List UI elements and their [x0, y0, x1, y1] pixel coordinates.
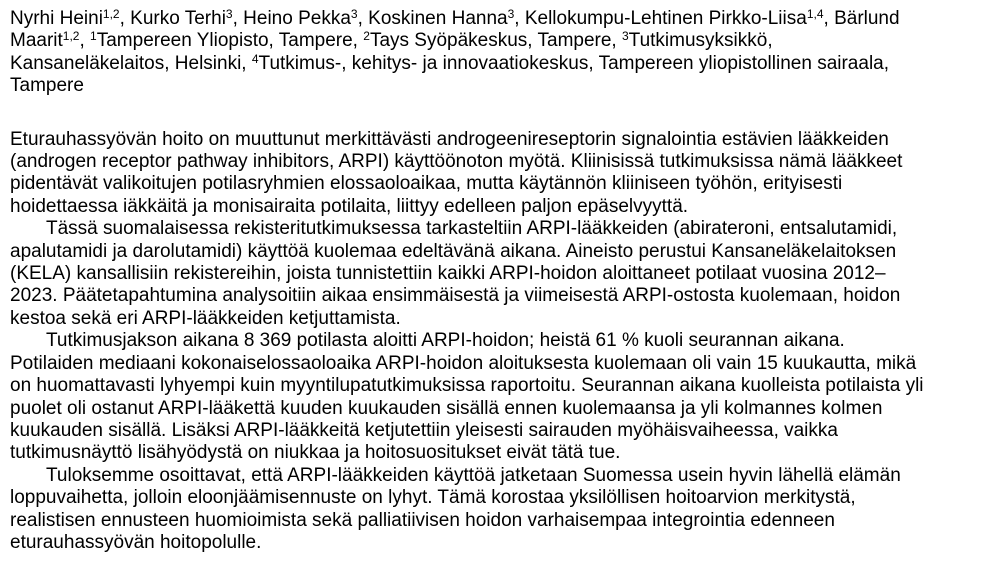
author-text-segment: Tutkimusyksikkö, [628, 30, 773, 52]
text-line: Tässä suomalaisessa rekisteritutkimuksessa tarkasteltiin ARPI-lääkkeiden (abirateroni, entsalutamidi, [46, 218, 898, 240]
text-line: loppuvaihetta, jolloin eloonjäämisennuste on lyhyt. Tämä korostaa yksilöllisen hoitoarvion merkitystä, [10, 487, 856, 509]
author-text-segment: Kansaneläkelaitos, Helsinki, [10, 52, 252, 74]
affiliation-superscript: 3 [507, 7, 515, 21]
author-text-line [10, 30, 997, 52]
text-line: Tuloksemme osoittavat, että ARPI-lääkkeiden käyttöä jatketaan Suomessa usein hyvin lähellä elämän [46, 464, 901, 486]
text-line: tutkimusnäyttö lisähyödystä on niukkaa ja hoitosuositukset eivät tätä tue. [10, 442, 621, 464]
author-text-line [10, 8, 997, 30]
author-affiliation-block [10, 8, 997, 98]
author-text-segment: Tutkimus-, kehitys- ja innovaatiokeskus, Tampereen yliopistollinen sairaala, [258, 52, 890, 74]
text-line: Tutkimusjakson aikana 8 369 potilasta aloitti ARPI-hoidon; heistä 61 % kuoli seurannan aikana. [46, 330, 845, 352]
text-line: Eturauhassyövän hoito on muuttunut merkittävästi androgeenireseptorin signalointia estävien lääkkeiden [10, 128, 889, 150]
text-line: pidentävät valikoitujen potilasryhmien elossaoloaikaa, mutta käytännön kliiniseen työhön, erityisesti [10, 173, 843, 195]
affiliation-superscript: 1,2 [102, 7, 120, 21]
author-text-segment: , [79, 30, 91, 52]
text-line: kuukauden sisällä. Lisäksi ARPI-lääkkeitä ketjutettiin yleisesti sairauden myöhäisvaiheessa, vaikka [10, 419, 838, 441]
author-text-segment: Nyrhi Heini [10, 8, 103, 29]
affiliation-superscript: 3 [350, 7, 358, 21]
author-text-segment: , Koskinen Hanna [357, 8, 508, 29]
author-text-segment: Tampereen Yliopisto, Tampere, [96, 30, 364, 52]
paragraph [10, 218, 997, 330]
affiliation-superscript: 1,4 [806, 7, 824, 21]
affiliation-superscript: 3 [621, 29, 629, 44]
abstract-body [10, 129, 997, 555]
author-text-segment: , Heino Pekka [232, 8, 351, 29]
paragraph [10, 465, 997, 555]
author-text-segment: , Bärlund [823, 8, 900, 29]
author-text-segment: , Kellokumpu-Lehtinen Pirkko-Liisa [514, 8, 807, 29]
author-text-segment: Tampere [10, 75, 84, 97]
text-line: realistisen ennusteen huomioimista sekä palliatiivisen hoidon varhaisempaa integrointia edenneen [10, 509, 835, 531]
text-line: kestoa sekä eri ARPI-lääkkeiden ketjuttamista. [10, 307, 401, 329]
author-text-line [10, 53, 997, 75]
author-text-segment: , Kurko Terhi [119, 8, 226, 29]
text-line: Potilaiden mediaani kokonaiselossaoloaika ARPI-hoidon aloituksesta kuolemaan oli vain 15 kuukautta, mikä [10, 352, 917, 374]
affiliation-superscript: 1,2 [62, 29, 80, 44]
affiliation-superscript: 1 [90, 29, 97, 44]
paragraph [10, 330, 997, 464]
affiliation-superscript: 2 [363, 29, 370, 44]
text-line: apalutamidi ja darolutamidi) käyttöä kuolemaa edeltävänä aikana. Aineisto perustui Kansaneläkelaitoksen [10, 240, 897, 262]
author-text-segment: Maarit [10, 30, 63, 52]
text-line: 2023. Päätetapahtumina analysoitiin aikaa ensimmäisestä ja viimeisestä ARPI-ostosta kuolemaan, hoidon [10, 285, 901, 307]
author-text-line [10, 75, 997, 97]
text-line: hoidettaessa iäkkäitä ja monisairaita potilaita, liittyy edelleen paljon epäselvyyttä. [10, 195, 689, 217]
author-text-segment: Tays Syöpäkeskus, Tampere, [369, 30, 622, 52]
text-line: (KELA) kansallisiin rekistereihin, joista tunnistettiin kaikki ARPI-hoidon aloittaneet potilaat vuosina 2012– [10, 263, 886, 285]
text-line: eturauhassyövän hoitopolulle. [10, 531, 262, 553]
text-line: on huomattavasti lyhyempi kuin myyntilupatutkimuksissa raportoitu. Seurannan aikana kuolleista potilaista yli [10, 375, 924, 397]
affiliation-superscript: 4 [251, 51, 259, 66]
affiliation-superscript: 3 [225, 7, 233, 21]
paragraph [10, 129, 997, 219]
text-line: (androgen receptor pathway inhibitors, ARPI) käyttöönoton myötä. Kliinisissä tutkimuksissa nämä lääkkeet [10, 151, 903, 173]
text-line: puolet oli ostanut ARPI-lääkettä kuuden kuukauden sisällä ennen kuolemaansa ja yli kolmannes kolmen [10, 397, 883, 419]
